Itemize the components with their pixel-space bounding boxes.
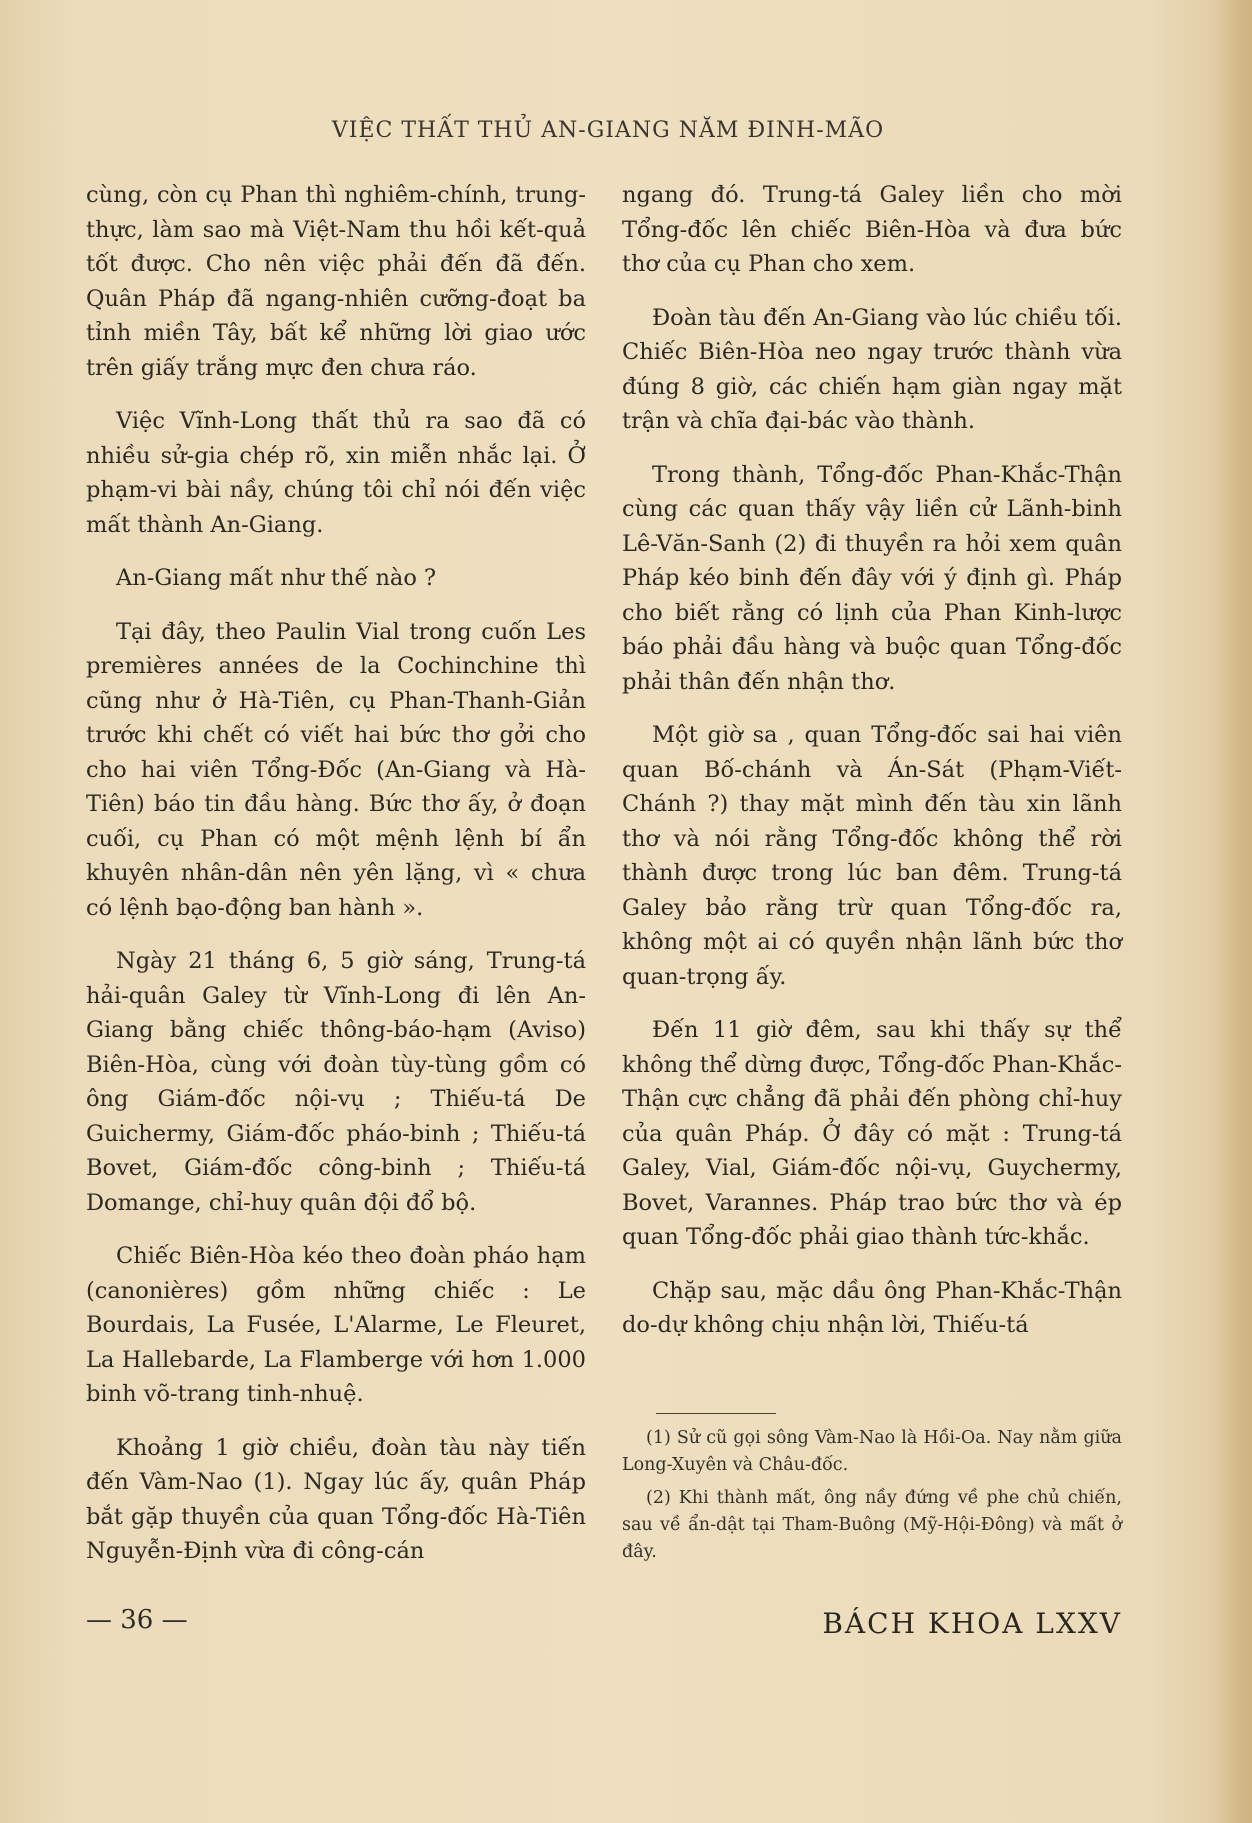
paragraph: Trong thành, Tổng-đốc Phan-Khắc-Thận cùng các quan thấy vậy liền cử Lãnh-binh Lê-Văn-Sanh (2) đi thuyền ra hỏi xem quân Pháp kéo binh đến đây với ý định gì. Pháp cho biết rằng có lịnh của Phan Kinh-lược báo phải đầu hàng và buộc quan Tổng-đốc phải thân đến nhận thơ. [622,461,1122,695]
paragraph: Đến 11 giờ đêm, sau khi thấy sự thể không thể dừng được, Tổng-đốc Phan-Khắc-Thận cực chẳng đã phải đến phòng chỉ-huy của quân Pháp. Ở đây có mặt : Trung-tá Galey, Vial, Giám-đốc nội-vụ, Guychermy, Bovet, Varannes. Pháp trao bức thơ và ép quan Tổng-đốc phải giao thành tức-khắc. [622,1017,1122,1250]
footnote: (2) Khi thành mất, ông nầy đứng về phe chủ chiến, sau về ẩn-dật tại Tham-Buông (Mỹ-Hội-Đông) và mất ở đây. [622,1488,1122,1562]
footnote-divider [656,1413,776,1414]
paragraph: Khoảng 1 giờ chiều, đoàn tàu này tiến đến Vàm-Nao (1). Ngay lúc ấy, quân Pháp bắt gặp thuyền của quan Tổng-đốc Hà-Tiên Nguyễn-Định vừa đi công-cán [86,1434,586,1564]
footnotes [622,1425,1122,1572]
paragraph: Tại đây, theo Paulin Vial trong cuốn Les premières années de la Cochinchine thì cũng như ở Hà-Tiên, cụ Phan-Thanh-Giản trước khi chết có viết hai bức thơ gởi cho cho hai viên Tổng-Đốc (An-Giang và Hà-Tiên) báo tin đầu hàng. Bức thơ ấy, ở đoạn cuối, cụ Phan có một mệnh lệnh bí ẩn khuyên nhân-dân nên yên lặng, vì « chưa có lệnh bạo-động ban hành ». [86,618,586,921]
right-column [622,178,1122,1343]
paragraph: Đoàn tàu đến An-Giang vào lúc chiều tối. Chiếc Biên-Hòa neo ngay trước thành vừa đúng 8 giờ, các chiến hạm giàn ngay mặt trận và chĩa đại-bác vào thành. [622,304,1122,434]
paragraph: Việc Vĩnh-Long thất thủ ra sao đã có nhiều sử-gia chép rõ, xin miễn nhắc lại. Ở phạm-vi bài nầy, chúng tôi chỉ nói đến việc mất thành An-Giang. [86,408,586,538]
paragraph: Chiếc Biên-Hòa kéo theo đoàn pháo hạm (canonières) gồm những chiếc : Le Bourdais, La Fusée, L'Alarme, Le Fleuret, La Hallebarde, La Flamberge với hơn 1.000 binh võ-trang tinh-nhuệ. [86,1243,586,1407]
running-header: VIỆC THẤT THỦ AN-GIANG NĂM ĐINH-MÃO [331,118,885,143]
paragraph: Một giờ sa , quan Tổng-đốc sai hai viên quan Bố-chánh và Án-Sát (Phạm-Viết-Chánh ?) thay mặt mình đến tàu xin lãnh thơ và nói rằng Tổng-đốc không thể rời thành được trong lúc ban đêm. Trung-tá Galey bảo rằng trừ quan Tổng-đốc ra, không một ai có quyền nhận lãnh bức thơ quan-trọng ấy. [622,722,1122,990]
footnote: (1) Sử cũ gọi sông Vàm-Nao là Hồi-Oa. Nay nằm giữa Long-Xuyên và Châu-đốc. [622,1428,1122,1475]
paragraph: Ngày 21 tháng 6, 5 giờ sáng, Trung-tá hải-quân Galey từ Vĩnh-Long đi lên An-Giang bằng chiếc thông-báo-hạm (Aviso) Biên-Hòa, cùng với đoàn tùy-tùng gồm có ông Giám-đốc nội-vụ ; Thiếu-tá De Guichermy, Giám-đốc pháo-binh ; Thiếu-tá Bovet, Giám-đốc công-binh ; Thiếu-tá Domange, chỉ-huy quân đội đổ bộ. [86,948,586,1216]
journal-title: BÁCH KHOA LXXV [822,1607,1122,1640]
left-column [86,178,586,1569]
paragraph: An-Giang mất như thế nào ? [116,565,437,591]
paragraph: cùng, còn cụ Phan thì nghiêm-chính, trung-thực, làm sao mà Việt-Nam thu hồi kết-quả tốt được. Cho nên việc phải đến đã đến. Quân Pháp đã ngang-nhiên cưỡng-đoạt ba tỉnh miền Tây, bất kể những lời giao ước trên giấy trắng mực đen chưa ráo. [86,182,586,381]
paragraph: Chặp sau, mặc dầu ông Phan-Khắc-Thận do-dự không chịu nhận lời, Thiếu-tá [622,1277,1122,1338]
paragraph: ngang đó. Trung-tá Galey liền cho mời Tổng-đốc lên chiếc Biên-Hòa và đưa bức thơ của cụ Phan cho xem. [622,182,1122,277]
page-edge-stain [1212,0,1252,1823]
page-number: — 36 — [86,1605,188,1635]
